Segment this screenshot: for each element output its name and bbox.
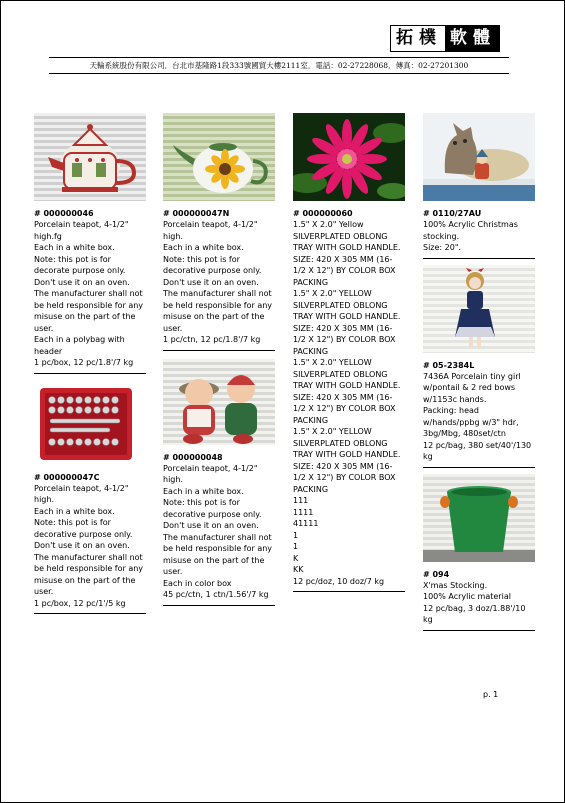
product-item: [293, 113, 405, 592]
product-description: 100% Acrylic Christmas stocking. Size: 20".: [423, 220, 518, 252]
column-2: [163, 113, 275, 606]
product-item: [163, 113, 275, 351]
socket-wrench-set-photo: [34, 382, 146, 465]
item-divider: [423, 258, 535, 259]
product-code: # 094: [423, 569, 450, 579]
product-description: Porcelain teapot, 4-1/2" high. Each in a white box. Note: this pot is for decorative purpose only. Don't use it on an oven. The manufacturer shall not be held responsible for any misuse on the part of the user. 1 pc/box, 12 pc/1'/5 kg: [34, 483, 144, 608]
product-description: 1.5" X 2.0" Yellow SILVERPLATED OBLONG TRAY WITH GOLD HANDLE. SIZE: 420 X 305 MM (16-1/2 X 12") BY COLOR BOX PACKING 1.5" X 2.0" YELLOW SILVERPLATED OBLONG TRAY WITH GOLD HANDLE. SIZE: 420 X 305 MM (16-1/2 X 12") BY COLOR BOX PACKING 1.5" X 2.0" YELLOW SILVERPLATED OBLONG TRAY WITH GOLD HANDLE. SIZE: 420 X 305 MM (16-1/2 X 12") BY COLOR BOX PACKING 1.5" X 2.0" YELLOW SILVERPLATED OBLONG TRAY WITH GOLD HANDLE. SIZE: 420 X 305 MM (16-1/2 X 12") BY COLOR BOX PACKING 111 1111 41111 1 1 K KK 12 pc/doz, 10 doz/7 kg: [293, 220, 401, 586]
item-divider: [163, 605, 275, 606]
column-3: [293, 113, 405, 592]
product-item: [163, 359, 275, 606]
product-item: [423, 474, 535, 631]
green-bucket-photo: [423, 474, 535, 562]
company-info-line: 天輪系統股份有限公司．台北市基隆路1段333號國貿大樓2111室．電話：02-27228068．傳真：02-27201300: [49, 57, 509, 74]
product-code: # 000000060: [293, 209, 353, 218]
product-description: Porcelain teapot, 4-1/2" high. Each in a white box. Note: this pot is for decorative purpose only. Don't use it on an oven. The manufacturer shall not be held responsible for any misuse on the part of the user. Each in color box 45 pc/ctn, 1 ctn/1.56'/7 kg: [163, 463, 273, 599]
brand-left-text: 拓樸: [391, 26, 445, 51]
pink-gerbera-photo: [293, 113, 405, 201]
product-code: # 000000048: [163, 452, 223, 462]
product-item: [34, 382, 146, 615]
product-item: [423, 113, 535, 259]
sunflower-teapot-photo: [163, 113, 275, 201]
brand-right-text: 軟體: [445, 26, 499, 51]
porcelain-doll-photo: [423, 265, 535, 353]
product-description: Porcelain teapot, 4-1/2" high. Each in a white box. Note: this pot is for decorative purpose only. Don't use it on an oven. The manufacturer shall not be held responsible for any misuse on the part of the user. 1 pc/ctn, 12 pc/1.8'/7 kg: [163, 220, 273, 344]
doll-couple-photo: [163, 359, 275, 445]
item-divider: [293, 591, 405, 592]
product-item: [423, 265, 535, 468]
item-divider: [423, 630, 535, 631]
product-description: X'mas Stocking. 100% Acrylic material 12 pc/bag, 3 doz/1.88'/10 kg: [423, 580, 526, 624]
item-divider: [163, 350, 275, 351]
brand-logo: [390, 25, 500, 52]
page-number: p. 1: [483, 690, 499, 699]
gingerbread-teapot-photo: [34, 113, 146, 201]
column-1: [34, 113, 146, 614]
cat-figurine-photo: [423, 113, 535, 201]
product-description: Porcelain teapot, 4-1/2" high.fg Each in a white box. Note: this pot is for decorate purpose only. Don't use it on an oven. The manufacturer shall not be held responsible for any misuse on the part of the user. Each in a polybag with header 1 pc/box, 12 pc/1.8'/7 kg: [34, 220, 144, 367]
product-code: # 000000047C: [34, 472, 100, 482]
product-description: 7436A Porcelain tiny girl w/pontail & 2 red bows w/1153c hands. Packing: head w/hands/ppbg w/3" hdr, 3bg/Mbg, 480set/ctn 12 pc/bag, 380 set/40'/130 kg: [423, 371, 532, 461]
item-divider: [423, 467, 535, 468]
item-divider: [34, 373, 146, 374]
product-code: # 05-2384L: [423, 360, 475, 370]
product-item: [34, 113, 146, 374]
item-divider: [34, 613, 146, 614]
product-code: # 000000046: [34, 209, 94, 218]
product-code: # 000000047N: [163, 209, 230, 218]
product-code: # 0110/27AU: [423, 209, 482, 218]
column-4: [423, 113, 535, 631]
